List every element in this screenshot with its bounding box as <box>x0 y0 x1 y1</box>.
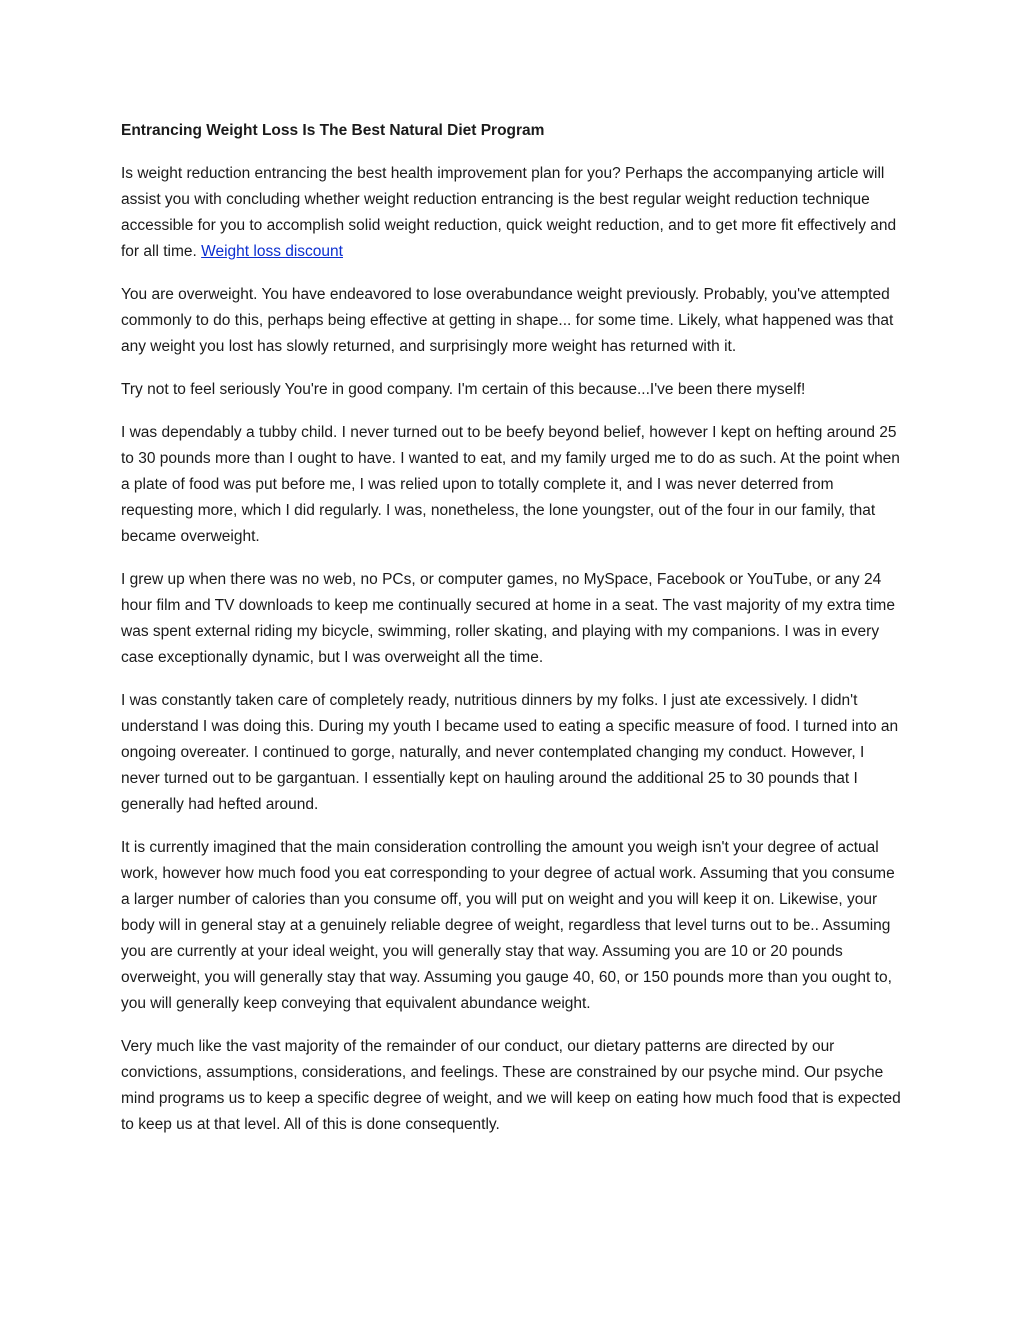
paragraph-6: I was constantly taken care of completely ready, nutritious dinners by my folks. I just ate excessively. I didn't understand I was doing this. During my youth I became used to eating a specific measure of food. I turned into an ongoing overeater. I continued to gorge, naturally, and never contemplated changing my conduct. However, I never turned out to be gargantuan. I essentially kept on hauling around the additional 25 to 30 pounds that I generally had hefted around. <box>121 692 899 813</box>
paragraph-3: Try not to feel seriously You're in good company. I'm certain of this because...I've been there myself! <box>121 381 806 398</box>
paragraph-8: Very much like the vast majority of the remainder of our conduct, our dietary patterns are directed by our convictions, assumptions, considerations, and feelings. These are constrained by our psyche mind. Our psyche mind programs us to keep a specific degree of weight, and we will keep on eating how much food that is expected to keep us at that level. All of this is done consequently. <box>121 1038 901 1133</box>
document-page <box>121 118 906 1155</box>
paragraph-4: I was dependably a tubby child. I never turned out to be beefy beyond belief, however I kept on hefting around 25 to 30 pounds more than I ought to have. I wanted to eat, and my family urged me to do as such. At the point when a plate of food was put before me, I was relied upon to totally complete it, and I was never deterred from requesting more, which I did regularly. I was, nonetheless, the lone youngster, out of the four in our family, that became overweight. <box>121 424 900 545</box>
paragraph-5: I grew up when there was no web, no PCs, or computer games, no MySpace, Facebook or YouTube, or any 24 hour film and TV downloads to keep me continually secured at home in a seat. The vast majority of my extra time was spent external riding my bicycle, swimming, roller skating, and playing with my companions. I was in every case exceptionally dynamic, but I was overweight all the time. <box>121 571 895 666</box>
paragraph-intro-text: Is weight reduction entrancing the best health improvement plan for you? Perhaps the accompanying article will assist you with concluding whether weight reduction entrancing is the best regular weight reduction technique accessible for you to accomplish solid weight reduction, quick weight reduction, and to get more fit effectively and for all time. <box>121 165 897 260</box>
weight-loss-discount-link[interactable]: Weight loss discount <box>201 243 343 260</box>
paragraph-2: You are overweight. You have endeavored to lose overabundance weight previously. Probably, you've attempted commonly to do this, perhaps being effective at getting in shape... for some time. Likely, what happened was that any weight you lost has slowly returned, and surprisingly more weight has returned with it. <box>121 286 894 355</box>
paragraph-intro <box>121 161 906 265</box>
document-title: Entrancing Weight Loss Is The Best Natural Diet Program <box>121 122 545 139</box>
paragraph-7: It is currently imagined that the main consideration controlling the amount you weigh isn't your degree of actual work, however how much food you eat corresponding to your degree of actual work. Assuming that you consume a larger number of calories than you consume off, you will put on weight and you will keep it on. Likewise, your body will in general stay at a genuinely reliable degree of weight, regardless that level turns out to be.. Assuming you are currently at your ideal weight, you will generally stay that way. Assuming you are 10 or 20 pounds overweight, you will generally stay that way. Assuming you gauge 40, 60, or 150 pounds more than you ought to, you will generally keep conveying that equivalent abundance weight. <box>121 839 895 1012</box>
